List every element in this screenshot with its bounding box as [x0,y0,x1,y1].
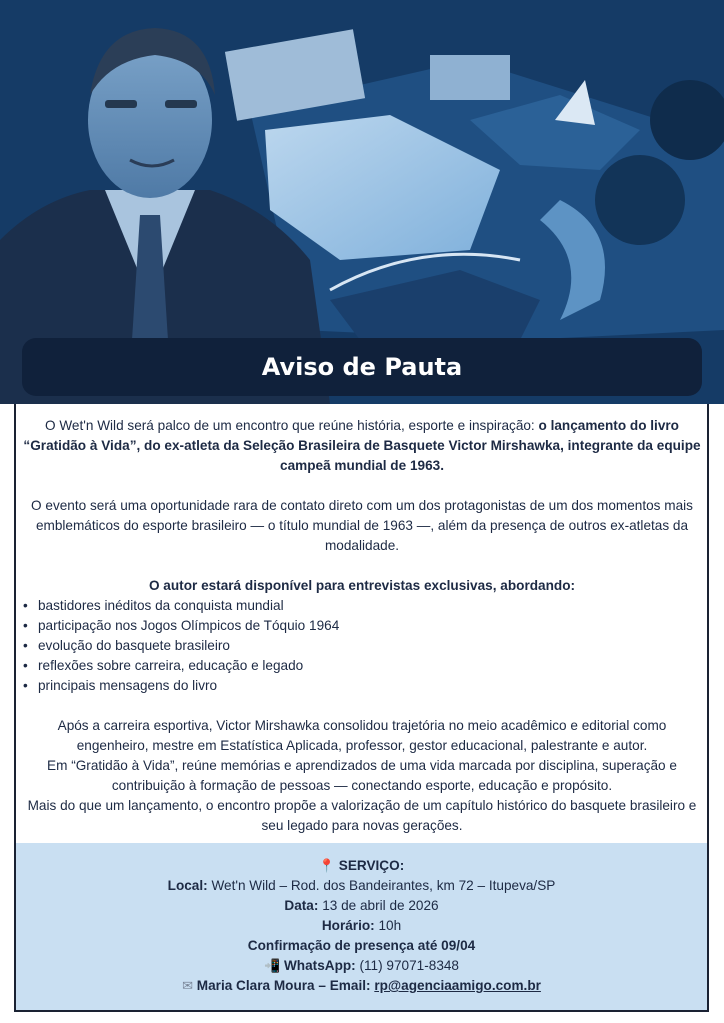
service-local-row [16,876,707,896]
confirmation-text: Confirmação de presença até 09/04 [247,938,476,953]
time-label: Horário: [321,918,375,933]
hero-banner [0,0,724,404]
date-value: 13 de abril de 2026 [322,898,439,913]
list-item: • principais mensagens do livro [20,676,704,696]
location-pin-icon: 📍 [318,858,335,873]
topics-list [20,596,704,696]
topics-heading: O autor estará disponível para entrevistas exclusivas, abordando: [148,578,576,593]
service-contact-row [16,976,707,996]
time-value: 10h [378,918,402,933]
email-link[interactable]: rp@agenciaamigo.com.br [374,978,541,993]
service-box [16,843,707,1010]
local-value: Wet'n Wild – Rod. dos Bandeirantes, km 72 – Itupeva/SP [211,878,556,893]
contact-label: Maria Clara Moura – Email: [196,978,371,993]
whatsapp-label: WhatsApp: [283,958,356,973]
service-whatsapp-row [16,956,707,976]
service-heading-row [16,856,707,876]
list-item: • bastidores inéditos da conquista mundial [20,596,704,616]
list-item: • evolução do basquete brasileiro [20,636,704,656]
page-title: Aviso de Pauta [261,353,463,381]
closing-line-1: Após a carreira esportiva, Victor Mirshawka consolidou trajetória no meio acadêmico e editorial como engenheiro, mestre em Estatística Aplicada, professor, gestor educacional, palestrante e autor. [57,718,667,753]
intro-bold: o lançamento do livro “Gratidão à Vida”, do ex-atleta da Seleção Brasileira de Basquete Victor Mirshawka, integrante da equipe campeã mundial de 1963. [23,418,701,473]
closing-line-3: Mais do que um lançamento, o encontro propõe a valorização de um capítulo histórico do basquete brasileiro e seu legado para novas gerações. [27,798,697,833]
intro-paragraph [20,416,704,476]
local-label: Local: [167,878,208,893]
list-item: • participação nos Jogos Olímpicos de Tóquio 1964 [20,616,704,636]
mobile-phone-icon: 📲 [264,958,281,973]
envelope-icon: ✉ [182,978,193,993]
service-heading: SERVIÇO: [338,858,405,873]
title-bar [22,338,702,396]
service-time-row [16,916,707,936]
press-release-body [20,416,704,836]
intro-lead: O Wet'n Wild será palco de um encontro que reúne história, esporte e inspiração: [45,418,539,433]
event-paragraph: O evento será uma oportunidade rara de contato direto com um dos protagonistas de um dos momentos mais emblemáticos do esporte brasileiro — o título mundial de 1963 —, além da presença de outros ex-atletas da modalidade. [31,498,693,553]
service-date-row [16,896,707,916]
list-item: • reflexões sobre carreira, educação e legado [20,656,704,676]
whatsapp-value[interactable]: (11) 97071-8348 [359,958,459,973]
closing-line-2: Em “Gratidão à Vida”, reúne memórias e aprendizados de uma vida marcada por disciplina, superação e contribuição à formação de pessoas — conectando esporte, educação e propósito. [47,758,677,793]
closing-paragraphs [20,716,704,836]
date-label: Data: [284,898,319,913]
